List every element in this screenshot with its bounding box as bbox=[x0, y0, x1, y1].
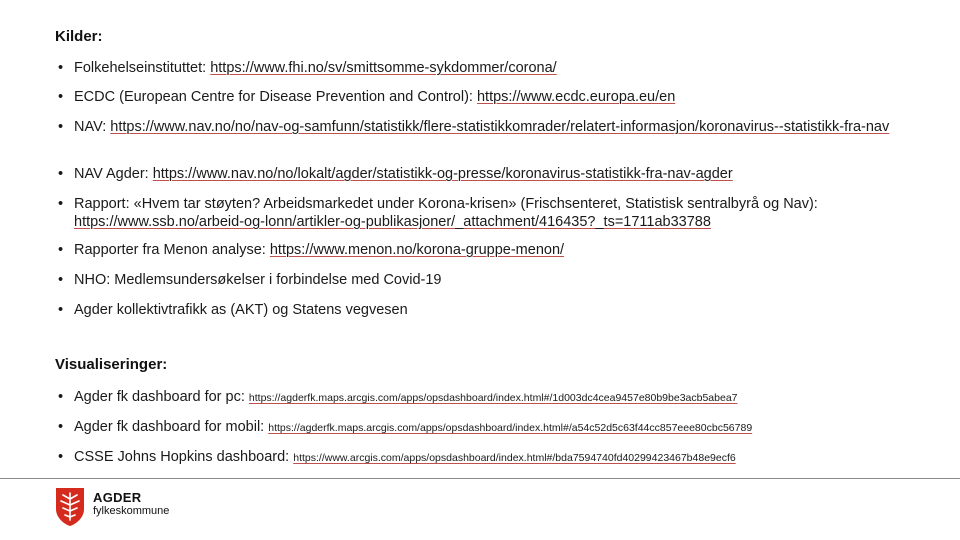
bullet: • bbox=[58, 242, 64, 258]
visualizations-heading: Visualiseringer: bbox=[55, 356, 168, 373]
visualization-label: Agder fk dashboard for pc: bbox=[74, 389, 249, 405]
source-label: NHO: Medlemsundersøkelser i forbindelse med Covid-19 bbox=[74, 272, 442, 288]
source-label: NAV: bbox=[74, 119, 111, 135]
bullet: • bbox=[58, 119, 64, 135]
visualization-link-pc[interactable]: https://agderfk.maps.arcgis.com/apps/opsdashboard/index.html#/1d003dc4cea9457e80b9be3acb5abea7 bbox=[248, 392, 738, 404]
source-item-ecdc bbox=[58, 88, 918, 106]
visualization-item-pc bbox=[58, 388, 918, 407]
source-item-nho bbox=[58, 271, 918, 289]
bullet: • bbox=[58, 196, 64, 212]
visualization-label: Agder fk dashboard for mobil: bbox=[74, 419, 269, 435]
source-link-nav[interactable]: https://www.nav.no/no/nav-og-samfunn/statistikk/flere-statistikkomrader/relatert-informasjon/koronavirus--statistikk-fra-nav bbox=[110, 119, 890, 135]
source-link-nav-agder[interactable]: https://www.nav.no/no/lokalt/agder/statistikk-og-presse/koronavirus-statistikk-fra-nav-agder bbox=[152, 166, 733, 182]
bullet: • bbox=[58, 389, 64, 405]
source-link-menon[interactable]: https://www.menon.no/korona-gruppe-menon/ bbox=[269, 242, 565, 258]
source-link-fhi[interactable]: https://www.fhi.no/sv/smittsomme-sykdommer/corona/ bbox=[210, 60, 557, 76]
bullet: • bbox=[58, 60, 64, 76]
footer-divider bbox=[0, 478, 960, 479]
logo-subtitle: fylkeskommune bbox=[93, 505, 170, 517]
source-label: Rapport: «Hvem tar støyten? Arbeidsmarkedet under Korona-krisen» (Frischsenteret, Statistisk sentralbyrå og Nav): bbox=[74, 196, 818, 212]
bullet: • bbox=[58, 302, 64, 318]
source-item-akt bbox=[58, 301, 918, 319]
source-item-rapport bbox=[58, 195, 918, 231]
bullet: • bbox=[58, 166, 64, 182]
source-item-nav-agder bbox=[58, 165, 918, 183]
bullet: • bbox=[58, 89, 64, 105]
source-item-menon bbox=[58, 241, 918, 259]
bullet: • bbox=[58, 272, 64, 288]
source-label: Rapporter fra Menon analyse: bbox=[74, 242, 270, 258]
source-item-nav bbox=[58, 118, 918, 136]
agder-logo bbox=[55, 487, 175, 529]
source-item-fhi bbox=[58, 59, 918, 77]
logo-title: AGDER bbox=[93, 490, 142, 505]
source-link-ecdc[interactable]: https://www.ecdc.europa.eu/en bbox=[476, 89, 676, 105]
visualization-item-jhu bbox=[58, 448, 918, 467]
source-label: Agder kollektivtrafikk as (AKT) og Statens vegvesen bbox=[74, 302, 408, 318]
visualization-link-jhu[interactable]: https://www.arcgis.com/apps/opsdashboard/index.html#/bda7594740fd40299423467b48e9ecf6 bbox=[293, 452, 736, 464]
visualization-label: CSSE Johns Hopkins dashboard: bbox=[74, 449, 294, 465]
bullet: • bbox=[58, 419, 64, 435]
source-label: Folkehelseinstituttet: bbox=[74, 60, 211, 76]
agder-shield-icon bbox=[55, 487, 85, 527]
sources-heading: Kilder: bbox=[55, 28, 103, 45]
source-label: ECDC (European Centre for Disease Prevention and Control): bbox=[74, 89, 477, 105]
source-label: NAV Agder: bbox=[74, 166, 153, 182]
visualization-link-mobil[interactable]: https://agderfk.maps.arcgis.com/apps/opsdashboard/index.html#/a54c52d5c63f44cc857eee80cbc56789 bbox=[268, 422, 753, 434]
visualization-item-mobil bbox=[58, 418, 918, 437]
source-link-ssb[interactable]: https://www.ssb.no/arbeid-og-lonn/artikler-og-publikasjoner/_attachment/416435?_ts=1711ab33788 bbox=[74, 214, 711, 230]
bullet: • bbox=[58, 449, 64, 465]
